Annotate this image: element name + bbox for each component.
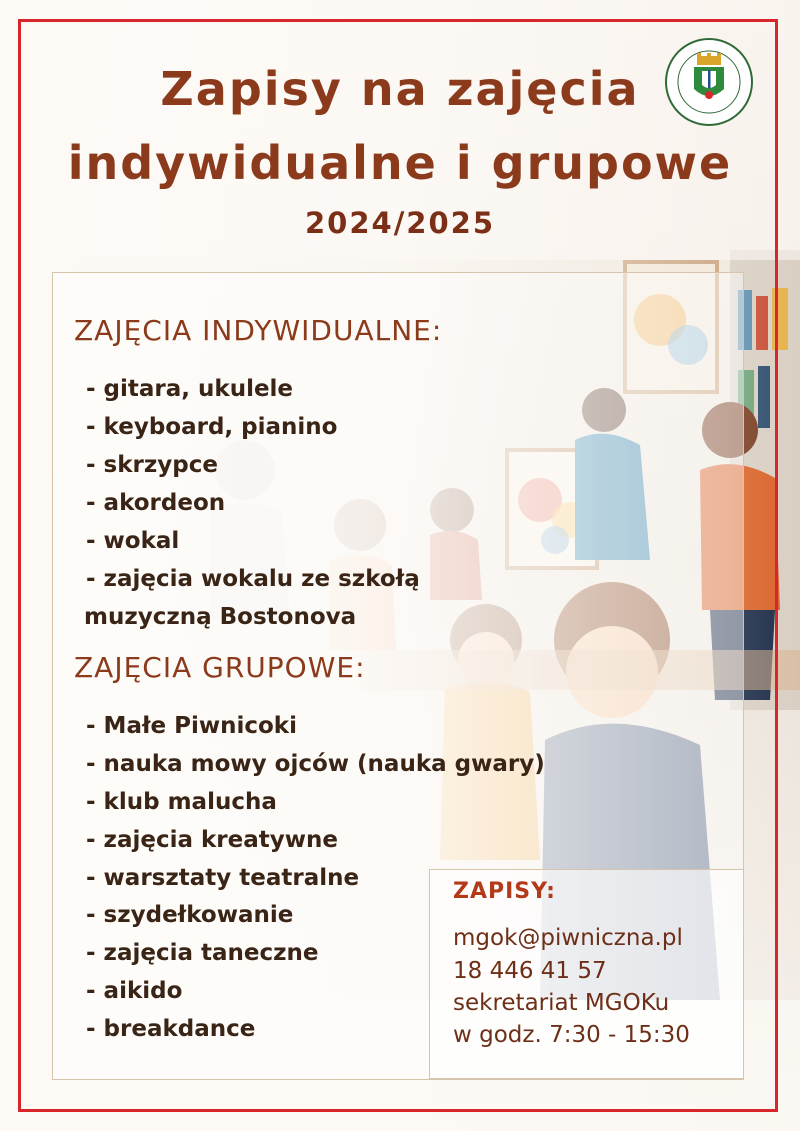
list-item: - zajęcia wokalu ze szkołą (86, 566, 420, 592)
contact-email-link[interactable]: mgok@piwniczna.pl (453, 925, 683, 951)
list-item: - zajęcia kreatywne (86, 826, 338, 853)
list-item: - skrzypce (86, 452, 218, 478)
list-item: - klub malucha (86, 788, 277, 815)
contact-phone[interactable]: 18 446 41 57 (453, 958, 607, 984)
list-item: - akordeon (86, 490, 226, 516)
municipal-crest-icon (664, 37, 754, 127)
list-item: - warsztaty teatralne (86, 864, 360, 891)
list-item: - gitara, ukulele (86, 376, 294, 402)
list-item: - wokal (86, 528, 180, 554)
list-item: muzyczną Bostonova (84, 604, 357, 630)
title-line-2: indywidualne i grupowe (67, 136, 733, 190)
individual-classes-heading: ZAJĘCIA INDYWIDUALNE: (74, 314, 443, 347)
list-item: - Małe Piwnicoki (86, 713, 297, 739)
school-year: 2024/2025 (304, 206, 496, 240)
list-item: - aikido (86, 978, 183, 1005)
list-item: - szydełkowanie (86, 902, 294, 929)
group-classes-heading: ZAJĘCIA GRUPOWE: (74, 651, 366, 684)
individual-classes-list (86, 370, 420, 636)
list-item: - nauka mowy ojców (nauka gwary) (86, 750, 545, 777)
title-line-1: Zapisy na zajęcia (160, 62, 640, 116)
list-item: - keyboard, pianino (86, 414, 338, 440)
list-item: - zajęcia taneczne (86, 940, 319, 967)
contact-office: sekretariat MGOKu (453, 990, 670, 1016)
contact-heading: ZAPISY: (453, 879, 556, 904)
contact-hours: w godz. 7:30 - 15:30 (453, 1022, 690, 1048)
list-item: - breakdance (86, 1016, 256, 1043)
